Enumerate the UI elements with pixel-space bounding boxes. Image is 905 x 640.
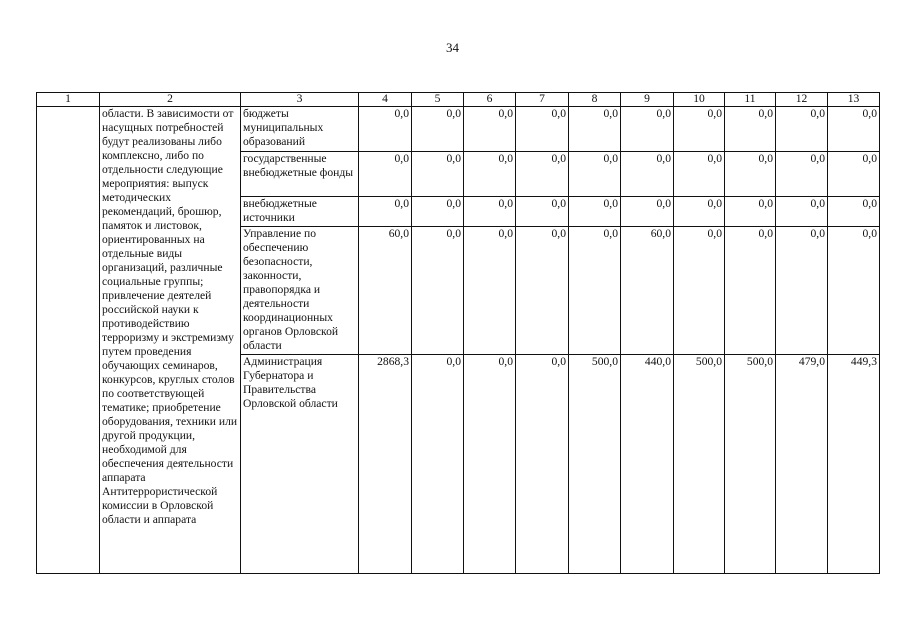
- funding-source: внебюджетные источники: [241, 197, 359, 227]
- funding-source: Администрация Губернатора и Правительства Орловской области: [241, 355, 359, 574]
- value-cell: 60,0: [621, 227, 674, 355]
- value-cell: 449,3: [828, 355, 880, 574]
- value-cell: 500,0: [674, 355, 725, 574]
- header-row: [37, 93, 880, 107]
- value-cell: 0,0: [569, 227, 621, 355]
- value-cell: 0,0: [725, 107, 776, 152]
- value-cell: 0,0: [828, 107, 880, 152]
- value-cell: 500,0: [725, 355, 776, 574]
- value-cell: 0,0: [776, 107, 828, 152]
- value-cell: 0,0: [516, 227, 569, 355]
- value-cell: 0,0: [725, 152, 776, 197]
- funding-source: государственные внебюджетные фонды: [241, 152, 359, 197]
- value-cell: 0,0: [776, 152, 828, 197]
- value-cell: 0,0: [621, 197, 674, 227]
- measure-description: области. В зависимости от насущных потребностей будут реализованы либо комплексно, либо по отдельности следующие мероприятия: выпуск методических рекомендаций, брошюр, памяток и листовок, ориентированных на отдельные виды организаций, различные социальные группы; привлечение деятелей российской науки к противодействию терроризму и экстремизму путем проведения обучающих семинаров, конкурсов, круглых столов по соответствующей тематике; приобретение оборудования, техники или другой продукции, необходимой для обеспечения деятельности аппарата Антитеррористической комиссии в Орловской области и аппарата: [100, 107, 241, 574]
- value-cell: 0,0: [516, 107, 569, 152]
- number-cell: [37, 107, 100, 574]
- header-cell: 12: [776, 93, 828, 107]
- value-cell: 0,0: [674, 227, 725, 355]
- value-cell: 0,0: [359, 197, 412, 227]
- header-cell: 4: [359, 93, 412, 107]
- value-cell: 0,0: [412, 107, 464, 152]
- value-cell: 0,0: [674, 152, 725, 197]
- value-cell: 0,0: [516, 355, 569, 574]
- value-cell: 0,0: [412, 152, 464, 197]
- value-cell: 0,0: [412, 197, 464, 227]
- value-cell: 0,0: [776, 197, 828, 227]
- header-cell: 11: [725, 93, 776, 107]
- value-cell: 0,0: [464, 107, 516, 152]
- value-cell: 0,0: [621, 152, 674, 197]
- header-cell: 13: [828, 93, 880, 107]
- header-cell: 3: [241, 93, 359, 107]
- value-cell: 0,0: [464, 227, 516, 355]
- value-cell: 0,0: [725, 227, 776, 355]
- header-cell: 9: [621, 93, 674, 107]
- value-cell: 0,0: [828, 227, 880, 355]
- value-cell: 500,0: [569, 355, 621, 574]
- value-cell: 0,0: [569, 152, 621, 197]
- value-cell: 0,0: [569, 107, 621, 152]
- value-cell: 0,0: [464, 355, 516, 574]
- header-cell: 7: [516, 93, 569, 107]
- header-cell: 2: [100, 93, 241, 107]
- value-cell: 0,0: [412, 227, 464, 355]
- value-cell: 0,0: [516, 152, 569, 197]
- header-cell: 6: [464, 93, 516, 107]
- value-cell: 0,0: [359, 152, 412, 197]
- value-cell: 0,0: [828, 197, 880, 227]
- value-cell: 479,0: [776, 355, 828, 574]
- header-cell: 8: [569, 93, 621, 107]
- header-cell: 10: [674, 93, 725, 107]
- value-cell: 0,0: [569, 197, 621, 227]
- value-cell: 0,0: [464, 197, 516, 227]
- value-cell: 0,0: [516, 197, 569, 227]
- value-cell: 0,0: [464, 152, 516, 197]
- value-cell: 0,0: [725, 197, 776, 227]
- value-cell: 0,0: [621, 107, 674, 152]
- value-cell: 0,0: [776, 227, 828, 355]
- value-cell: 2868,3: [359, 355, 412, 574]
- header-cell: 1: [37, 93, 100, 107]
- value-cell: 0,0: [359, 107, 412, 152]
- header-cell: 5: [412, 93, 464, 107]
- table-row: [37, 107, 880, 152]
- value-cell: 440,0: [621, 355, 674, 574]
- value-cell: 60,0: [359, 227, 412, 355]
- value-cell: 0,0: [674, 107, 725, 152]
- page-number: 34: [446, 40, 459, 55]
- value-cell: 0,0: [828, 152, 880, 197]
- funding-source: Управление по обеспечению безопасности, законности, правопорядка и деятельности координационных органов Орловской области: [241, 227, 359, 355]
- value-cell: 0,0: [412, 355, 464, 574]
- budget-table: [36, 92, 880, 574]
- value-cell: 0,0: [674, 197, 725, 227]
- funding-source: бюджеты муниципальных образований: [241, 107, 359, 152]
